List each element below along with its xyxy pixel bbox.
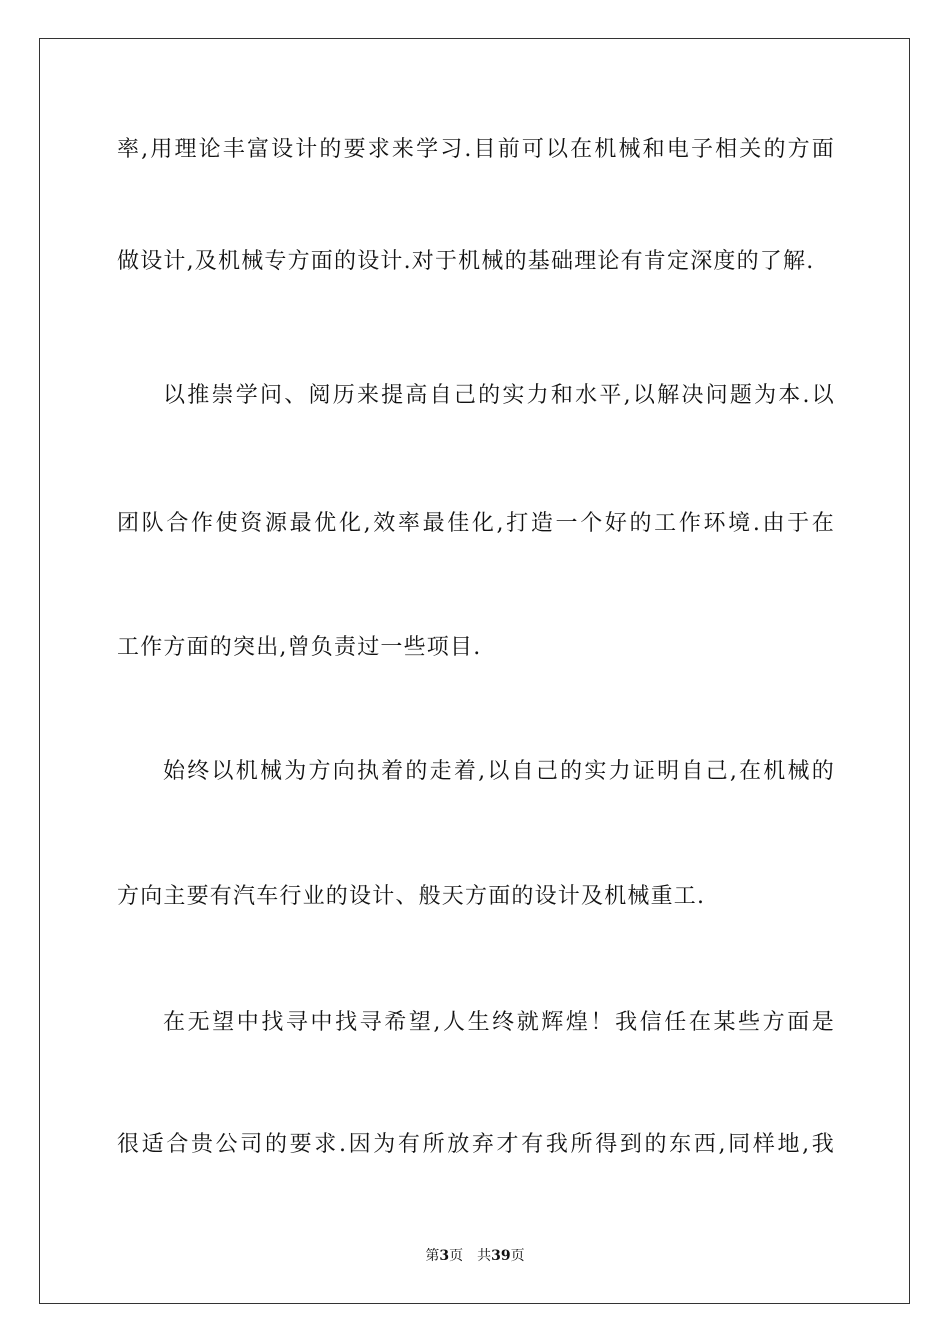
page-suffix: 页 [449,1248,464,1264]
text-line: 做设计,及机械专方面的设计.对于机械的基础理论有肯定深度的了解. [117,249,815,274]
text-line: 率,用理论丰富设计的要求来学习.目前可以在机械和电子相关的方面 [117,137,835,162]
paragraph-first-line: 始终以机械为方向执着的走着,以自己的实力证明自己,在机械的 [163,759,835,784]
paragraph-first-line: 在无望中找寻中找寻希望,人生终就辉煌！我信任在某些方面是 [163,1010,835,1035]
page-prefix: 第 [425,1248,440,1264]
page-border [39,38,910,1304]
total-suffix: 页 [510,1248,525,1264]
page-footer [0,1246,950,1266]
paragraph-first-line: 以推崇学问、阅历来提高自己的实力和水平,以解决问题为本.以 [163,383,835,408]
text-line: 团队合作使资源最优化,效率最佳化,打造一个好的工作环境.由于在 [117,511,835,536]
text-line: 方向主要有汽车行业的设计、般天方面的设计及机械重工. [117,884,706,909]
page-number: 3 [439,1248,450,1264]
total-prefix: 共 [477,1248,492,1264]
text-line: 工作方面的突出,曾负责过一些项目. [117,635,482,660]
text-line: 很适合贵公司的要求.因为有所放弃才有我所得到的东西,同样地,我 [117,1132,835,1157]
total-pages: 39 [491,1248,511,1264]
